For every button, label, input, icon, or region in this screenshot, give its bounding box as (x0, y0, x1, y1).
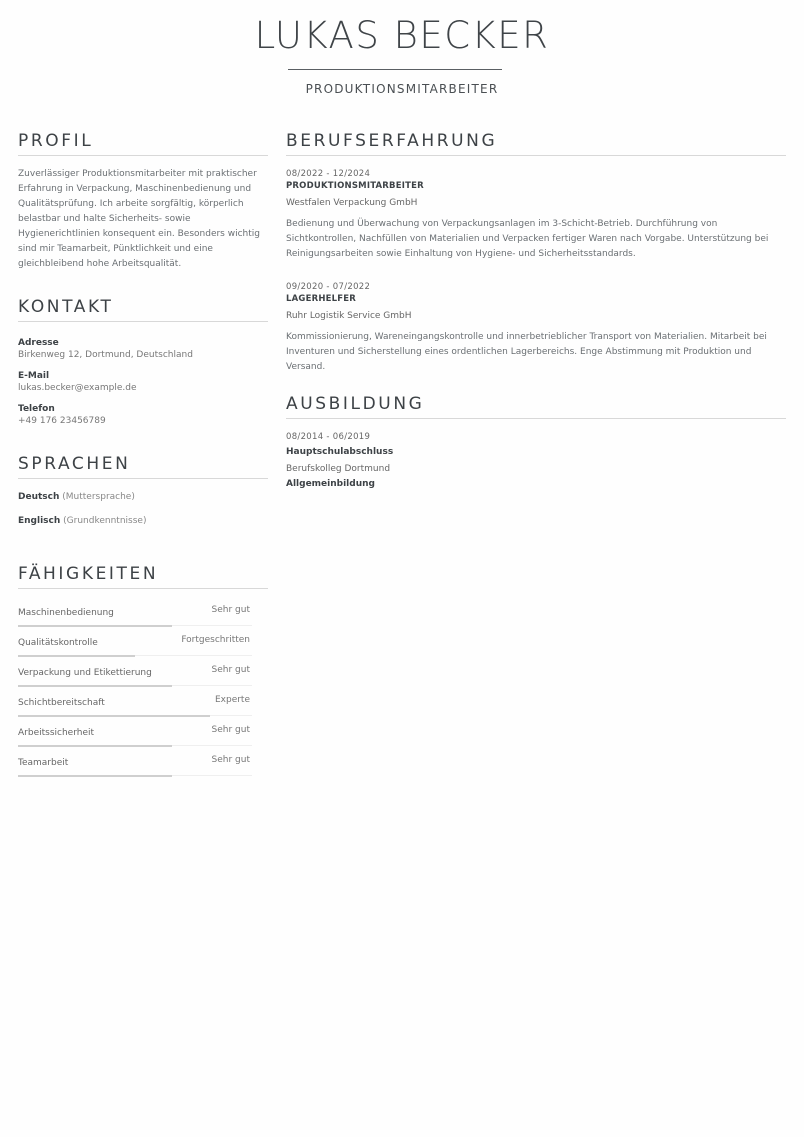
language-item (18, 516, 146, 526)
section-title-languages: SPRACHEN (18, 454, 131, 474)
language-item (18, 492, 135, 502)
experience-company: Ruhr Logistik Service GmbH (286, 311, 412, 321)
resume-name: LUKAS BECKER (254, 14, 550, 57)
skill-bar (18, 685, 172, 687)
profile-line: Erfahrung in Verpackung, Maschinenbedienung und (18, 184, 252, 194)
experience-description (286, 217, 786, 262)
skill-name: Schichtbereitschaft (18, 698, 105, 708)
profile-text (18, 167, 268, 272)
section-divider (18, 588, 268, 589)
job-title: PRODUKTIONSMITARBEITER (305, 82, 499, 96)
section-title-experience: BERUFSERFAHRUNG (286, 131, 498, 151)
skill-name: Verpackung und Etikettierung (18, 668, 152, 678)
experience-company: Westfalen Verpackung GmbH (286, 198, 418, 208)
section-divider (18, 478, 268, 479)
education-school: Berufskolleg Dortmund (286, 464, 391, 474)
language-level: (Muttersprache) (62, 492, 135, 502)
education-degree: Hauptschulabschluss (286, 447, 394, 457)
skill-bar (18, 625, 172, 627)
profile-line: Hygienerichtlinien konsequent ein. Besonders wichtig (18, 229, 260, 239)
contact-address-label: Adresse (18, 338, 59, 348)
skill-name: Teamarbeit (18, 758, 69, 768)
education-date: 08/2014 - 06/2019 (286, 432, 371, 442)
skill-row (18, 751, 252, 781)
section-divider (286, 418, 786, 419)
skill-level: Sehr gut (211, 665, 250, 675)
skill-bar (18, 745, 172, 747)
section-title-skills: FÄHIGKEITEN (18, 564, 159, 584)
skill-row (18, 721, 252, 751)
language-level: (Grundkenntnisse) (63, 516, 147, 526)
profile-line: sind mir Teamarbeit, Pünktlichkeit und eine (18, 244, 213, 254)
skill-bar (18, 715, 210, 717)
language-name: Englisch (18, 516, 61, 526)
skill-bar (18, 655, 135, 657)
description-line: Kommissionierung, Wareneingangskontrolle und innerbetrieblicher Transport von Materialien. Mitarbeit bei (286, 332, 767, 342)
section-title-contact: KONTAKT (18, 297, 114, 317)
experience-role: LAGERHELFER (286, 294, 357, 304)
skill-level: Sehr gut (211, 755, 250, 765)
education-field: Allgemeinbildung (286, 479, 375, 489)
section-divider (18, 155, 268, 156)
description-line: Bedienung und Überwachung von Verpackungsanlagen im 3-Schicht-Betrieb. Durchführung von (286, 219, 718, 229)
skill-name: Qualitätskontrolle (18, 638, 98, 648)
experience-description (286, 330, 786, 375)
description-line: Inventuren und Sicherstellung eines ordentlichen Lagerbereichs. Enge Abstimmung mit Produktion und (286, 347, 752, 357)
description-line: Versand. (286, 362, 326, 372)
skill-bar (18, 775, 172, 777)
contact-email-value[interactable]: lukas.becker@example.de (18, 383, 137, 393)
description-line: Reinigungsarbeiten sowie Einhaltung von Hygiene- und Sicherheitsstandards. (286, 249, 636, 259)
skill-row (18, 601, 252, 631)
skill-name: Arbeitssicherheit (18, 728, 95, 738)
contact-phone-label: Telefon (18, 404, 55, 414)
profile-line: Zuverlässiger Produktionsmitarbeiter mit praktischer (18, 169, 257, 179)
skill-level: Experte (214, 695, 250, 705)
skill-level: Sehr gut (211, 605, 250, 615)
section-divider (286, 155, 786, 156)
description-line: Sichtkontrollen, Nachfüllen von Materialien und Verpacken fertiger Waren nach Vorgabe. Unterstützung bei (286, 234, 769, 244)
profile-line: gleichbleibend hohe Arbeitsqualität. (18, 259, 182, 269)
name-divider (288, 69, 502, 70)
experience-role: PRODUKTIONSMITARBEITER (286, 181, 424, 191)
contact-email-label: E-Mail (18, 371, 50, 381)
language-name: Deutsch (18, 492, 60, 502)
experience-date: 08/2022 - 12/2024 (286, 169, 371, 179)
section-divider (18, 321, 268, 322)
contact-phone-value[interactable]: +49 176 23456789 (18, 416, 106, 426)
skill-row (18, 661, 252, 691)
skill-row (18, 631, 252, 661)
skill-name: Maschinenbedienung (18, 608, 114, 618)
contact-address-value: Birkenweg 12, Dortmund, Deutschland (18, 350, 193, 360)
profile-line: Qualitätsprüfung. Ich arbeite sorgfältig, körperlich (18, 199, 244, 209)
skill-row (18, 691, 252, 721)
section-title-education: AUSBILDUNG (286, 394, 425, 414)
skill-level: Fortgeschritten (181, 635, 250, 645)
profile-line: belastbar und halte Sicherheits- sowie (18, 214, 191, 224)
section-title-profile: PROFIL (18, 131, 94, 151)
experience-date: 09/2020 - 07/2022 (286, 282, 371, 292)
skill-level: Sehr gut (211, 725, 250, 735)
